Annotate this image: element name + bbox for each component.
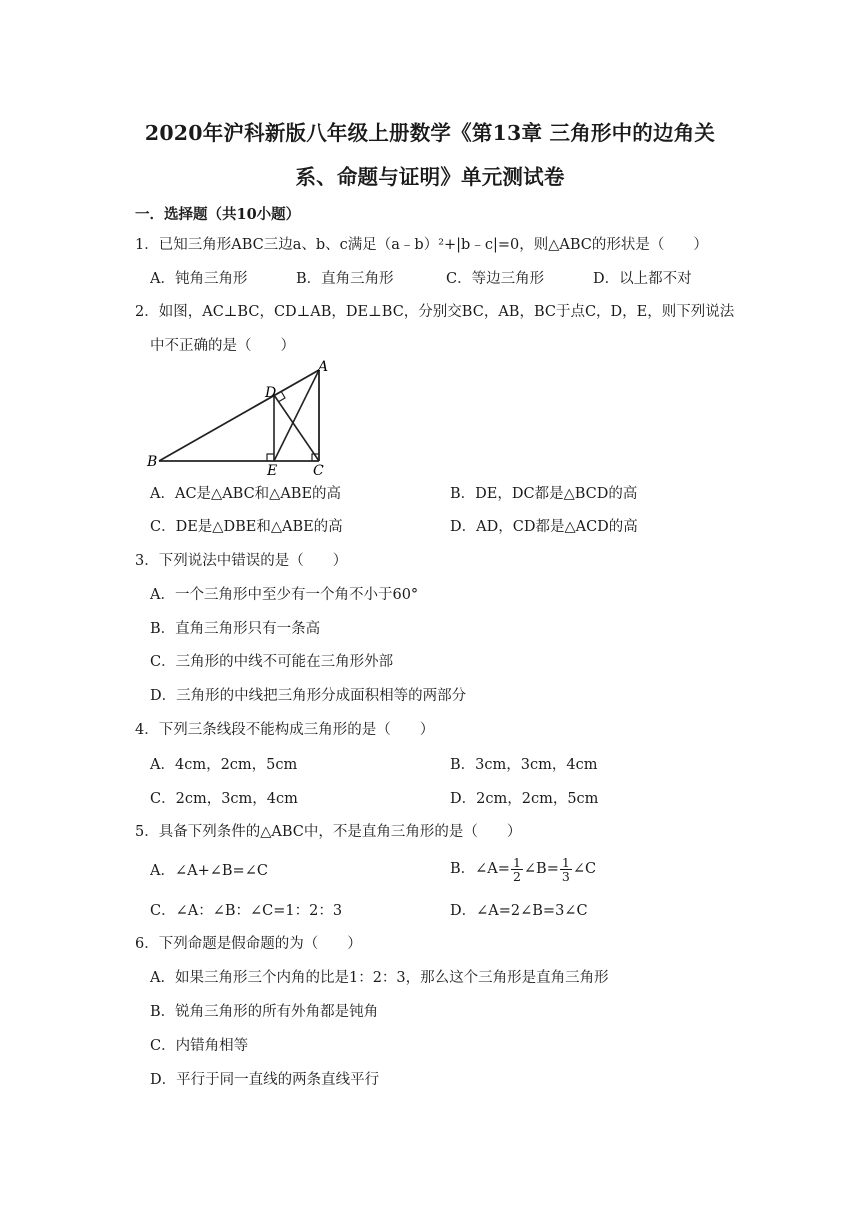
question-4-option-b: B．3cm，3cm，4cm [450,757,598,773]
option-b-part3: ∠C [572,861,597,877]
question-2-option-c: C．DE是△DBE和△ABE的高 [150,519,343,535]
question-3-option-b: B．直角三角形只有一条高 [150,621,321,637]
question-3-option-c: C．三角形的中线不可能在三角形外部 [150,654,394,670]
question-4-option-c: C．2cm，3cm，4cm [150,791,298,807]
question-2-option-b: B．DE，DC都是△BCD的高 [450,486,638,502]
question-3-option-d: D．三角形的中线把三角形分成面积相等的两部分 [150,688,467,704]
option-b-part2: ∠B= [523,861,559,877]
document-title-line2: 系、命题与证明》单元测试卷 [295,165,565,189]
question-6-option-c: C．内错角相等 [150,1038,249,1054]
right-angle-mark-e [267,454,274,461]
segment-ab [159,370,319,461]
question-5-option-d: D．∠A=2∠B=3∠C [450,903,588,919]
question-6-option-d: D．平行于同一直线的两条直线平行 [150,1072,380,1088]
point-label-a: A [318,359,329,375]
question-3-stem: 3．下列说法中错误的是（ ） [135,553,348,569]
point-label-e: E [267,463,278,476]
question-6-option-b: B．锐角三角形的所有外角都是钝角 [150,1004,379,1020]
question-2-option-d: D．AD，CD都是△ACD的高 [450,519,638,535]
section-heading: 一．选择题（共10小题） [135,206,301,223]
question-5-stem: 5．具备下列条件的△ABC中，不是直角三角形的是（ ） [135,824,522,840]
segment-cd [274,395,319,461]
fraction-numerator: 1 [512,854,521,870]
question-4-stem: 4．下列三条线段不能构成三角形的是（ ） [135,722,435,738]
question-2-figure [145,358,335,476]
fraction-one-third [560,856,572,883]
question-5-option-c: C．∠A：∠B：∠C=1：2：3 [150,903,343,919]
question-1-stem: 1．已知三角形ABC三边a、b、c满足（a﹣b）²+|b﹣c|=0，则△ABC的形状是（ ） [135,237,708,253]
question-5-option-a: A．∠A+∠B=∠C [150,863,268,879]
question-1-option-c: C．等边三角形 [446,271,545,287]
question-6-stem: 6．下列命题是假命题的为（ ） [135,936,362,952]
point-label-c: C [313,463,324,476]
point-label-b: B [147,454,158,470]
fraction-denominator: 2 [512,868,521,884]
question-1-option-b: B．直角三角形 [296,271,394,287]
fraction-one-half [511,856,523,883]
question-2-stem-line1: 2．如图，AC⊥BC，CD⊥AB，DE⊥BC，分别交BC，AB，BC于点C，D，E，则下列说法 [135,304,735,320]
question-4-option-a: A．4cm，2cm，5cm [150,757,298,773]
question-5-option-b [450,852,596,886]
question-2-option-a: A．AC是△ABC和△ABE的高 [150,486,342,502]
option-b-part1: B．∠A= [450,861,510,877]
point-label-d: D [265,385,277,401]
question-6-option-a: A．如果三角形三个内角的比是1：2：3，那么这个三角形是直角三角形 [150,970,609,986]
document-title-line1: 2020年沪科新版八年级上册数学《第13章 三角形中的边角关 [144,121,716,145]
question-1-option-d: D．以上都不对 [593,271,692,287]
fraction-numerator: 1 [561,854,570,870]
fraction-denominator: 3 [561,868,570,884]
question-4-option-d: D．2cm，2cm，5cm [450,791,599,807]
question-1-option-a: A．钝角三角形 [150,271,248,287]
question-2-stem-line2: 中不正确的是（ ） [150,338,295,354]
question-3-option-a: A．一个三角形中至少有一个角不小于60° [150,587,419,603]
